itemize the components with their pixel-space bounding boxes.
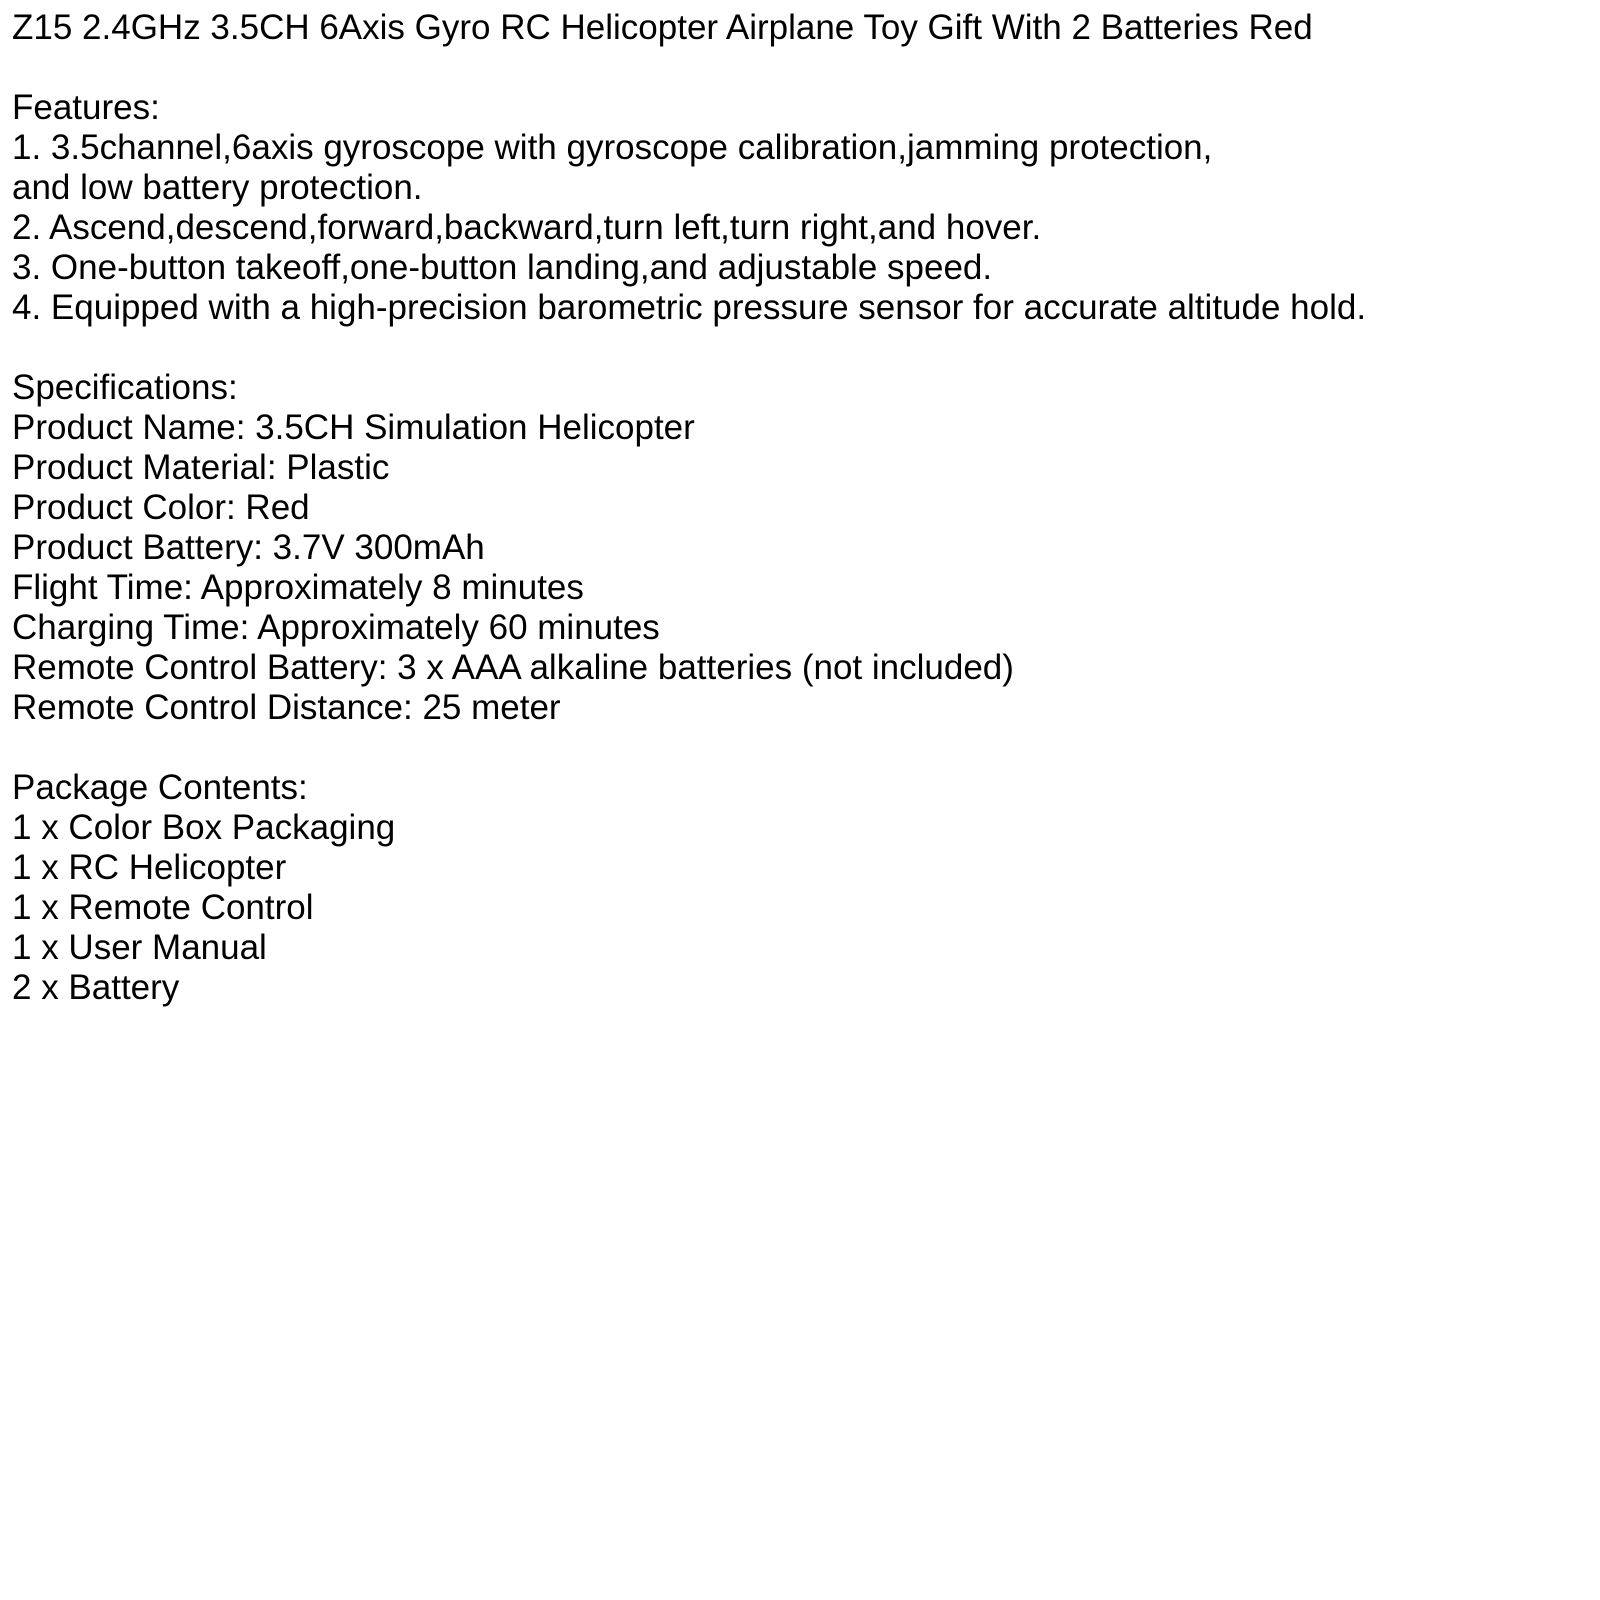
spacer [12,48,1592,88]
package-item: 2 x Battery [12,968,180,1007]
spec-line: Product Battery: 3.7V 300mAh [12,528,485,567]
features-heading: Features: [12,88,160,127]
feature-line: 3. One-button takeoff,one-button landing,and adjustable speed. [12,248,993,287]
specifications-heading: Specifications: [12,368,238,407]
spacer [12,728,1592,768]
package-contents-heading: Package Contents: [12,768,308,807]
product-title: Z15 2.4GHz 3.5CH 6Axis Gyro RC Helicopter Airplane Toy Gift With 2 Batteries Red [12,8,1313,47]
spec-line: Charging Time: Approximately 60 minutes [12,608,660,647]
spec-line: Product Name: 3.5CH Simulation Helicopter [12,408,695,447]
spec-line: Remote Control Battery: 3 x AAA alkaline batteries (not included) [12,648,1014,687]
feature-line: 4. Equipped with a high-precision barometric pressure sensor for accurate altitude hold. [12,288,1367,327]
feature-line: and low battery protection. [12,168,423,207]
package-item: 1 x User Manual [12,928,267,967]
spec-line: Flight Time: Approximately 8 minutes [12,568,584,607]
spec-line: Product Color: Red [12,488,310,527]
package-item: 1 x Remote Control [12,888,314,927]
package-item: 1 x Color Box Packaging [12,808,396,847]
feature-line: 2. Ascend,descend,forward,backward,turn left,turn right,and hover. [12,208,1042,247]
feature-line: 1. 3.5channel,6axis gyroscope with gyroscope calibration,jamming protection, [12,128,1213,167]
spec-line: Remote Control Distance: 25 meter [12,688,561,727]
spacer [12,328,1592,368]
spec-line: Product Material: Plastic [12,448,390,487]
package-item: 1 x RC Helicopter [12,848,287,887]
product-description [12,8,1592,1008]
